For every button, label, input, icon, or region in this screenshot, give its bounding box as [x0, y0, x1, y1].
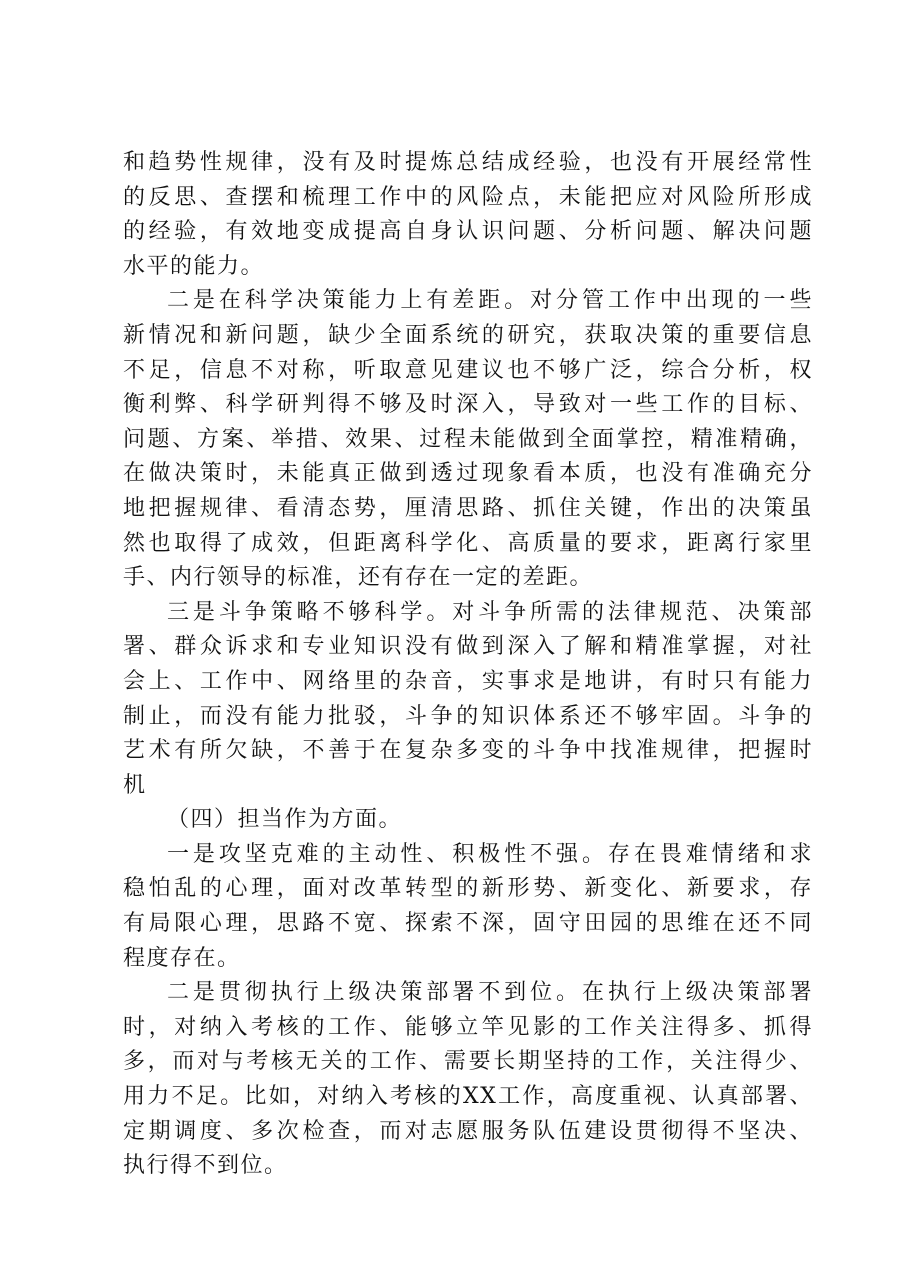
text-line: 不足，信息不对称，听取意见建议也不够广泛，综合分析，权	[123, 357, 813, 383]
text-line: 问题、方案、举措、效果、过程未能做到全面掌控，精准精确，	[123, 426, 813, 452]
text-line: 手、内行领导的标准，还有存在一定的差距。	[123, 565, 594, 591]
text-line: 然也取得了成效，但距离科学化、高质量的要求，距离行家里	[123, 530, 813, 556]
text-line: 用力不足。比如，对纳入考核的XX工作，高度重视、认真部署、	[123, 1084, 813, 1110]
text-line: 稳怕乱的心理，面对改革转型的新形势、新变化、新要求，存	[123, 876, 813, 902]
text-line: 艺术有所欠缺，不善于在复杂多变的斗争中找准规律，把握时	[123, 738, 813, 764]
text-line: 水平的能力。	[123, 253, 265, 279]
text-line: 定期调度、多次检查，而对志愿服务队伍建设贯彻得不坚决、	[123, 1118, 813, 1144]
text-line: 的经验，有效地变成提高自身认识问题、分析问题、解决问题	[123, 219, 813, 245]
text-line: 机	[123, 772, 147, 798]
document-body	[123, 146, 813, 1184]
paragraph-start-line: 一是攻坚克难的主动性、积极性不强。存在畏难情绪和求	[167, 841, 813, 867]
text-line: 多，而对与考核无关的工作、需要长期坚持的工作，关注得少、	[123, 1049, 813, 1075]
text-line: 制止，而没有能力批驳，斗争的知识体系还不够牢固。斗争的	[123, 703, 813, 729]
paragraph-start-line: 二是贯彻执行上级决策部署不到位。在执行上级决策部署	[167, 980, 813, 1006]
text-line: 地把握规律、看清态势，厘清思路、抓住关键，作出的决策虽	[123, 495, 813, 521]
text-line: 署、群众诉求和专业知识没有做到深入了解和精准掌握，对社	[123, 634, 813, 660]
text-line: 有局限心理，思路不宽、探索不深，固守田园的思维在还不同	[123, 911, 813, 937]
text-line: 的反思、查摆和梳理工作中的风险点，未能把应对风险所形成	[123, 184, 813, 210]
text-line: 在做决策时，未能真正做到透过现象看本质，也没有准确充分	[123, 461, 813, 487]
paragraph-start-line: 三是斗争策略不够科学。对斗争所需的法律规范、决策部	[167, 599, 813, 625]
text-line: 执行得不到位。	[123, 1153, 288, 1179]
text-line: 会上、工作中、网络里的杂音，实事求是地讲，有时只有能力	[123, 668, 813, 694]
text-line: 和趋势性规律，没有及时提炼总结成经验，也没有开展经常性	[123, 150, 813, 175]
text-line: 时，对纳入考核的工作、能够立竿见影的工作关注得多、抓得	[123, 1014, 813, 1040]
text-line: 程度存在。	[123, 945, 241, 971]
section-heading: （四）担当作为方面。	[167, 807, 403, 833]
text-line: 衡利弊、科学研判得不够及时深入，导致对一些工作的目标、	[123, 392, 813, 418]
paragraph-start-line: 二是在科学决策能力上有差距。对分管工作中出现的一些	[167, 288, 813, 314]
text-line: 新情况和新问题，缺少全面系统的研究，获取决策的重要信息	[123, 322, 813, 348]
